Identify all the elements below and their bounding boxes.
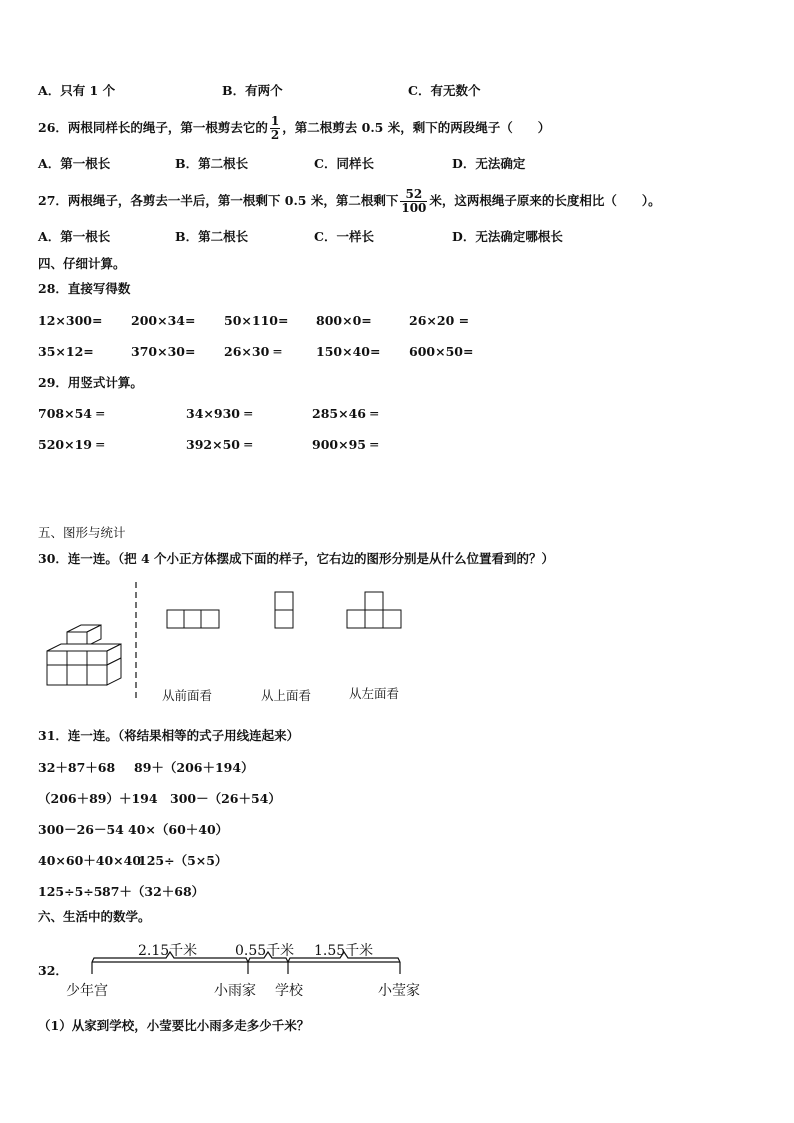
q27-option-b: B．第二根长 [175, 229, 249, 244]
q28-item: 600×50= [409, 344, 474, 359]
q30-title: 30．连一连。（把 4 个小正方体摆成下面的样子，它右边的图形分别是从什么位置看到的？） [38, 551, 555, 566]
q28-item: 26×20 = [409, 313, 470, 328]
view-shape-front [167, 610, 219, 628]
q27-option-a: A．第一根长 [38, 229, 111, 244]
q27-option-d: D．无法确定哪根长 [452, 229, 563, 244]
q29-item: 392×50 ═ [186, 437, 252, 452]
q27-option-c: C．一样长 [314, 229, 374, 244]
q27-fraction-numerator: 52 [405, 187, 423, 201]
q32-place-label: 少年宫 [66, 983, 108, 999]
view-shape-top [275, 592, 293, 628]
q26-fraction [270, 115, 280, 142]
q25-option-b: B．有两个 [222, 83, 283, 98]
q31-right-expression: 125÷（5×5） [138, 853, 228, 868]
q32-distance-label: 2.15千米 [138, 943, 198, 959]
cube-stack-drawing [47, 625, 121, 685]
q32-number: 32． [38, 963, 68, 978]
q27-fraction [400, 188, 427, 215]
q31-left-expression: 40×60＋40×40 [38, 853, 142, 868]
section-6-heading: 六、生活中的数学。 [38, 909, 151, 924]
q27-fraction-denominator: 100 [401, 201, 427, 215]
q26-option-b: B．第二根长 [175, 156, 249, 171]
q26-fraction-denominator: 2 [270, 128, 280, 142]
q28-item: 12×300= [38, 313, 103, 328]
q28-item: 50×110= [224, 313, 289, 328]
q32-distance-label: 0.55千米 [235, 943, 295, 959]
q27-text-post: 米，这两根绳子原来的长度相比（ ）。 [429, 193, 661, 208]
q31-right-expression: 40×（60＋40） [128, 822, 229, 837]
q26-option-d: D．无法确定 [452, 156, 526, 171]
q31-left-expression: 32＋87＋68 [38, 760, 116, 775]
q28-item: 150×40= [316, 344, 381, 359]
section-4-heading: 四、仔细计算。 [38, 256, 126, 271]
q25-option-c: C．有无数个 [408, 83, 481, 98]
section-5-heading: 五、图形与统计 [38, 525, 126, 540]
q28-item: 800×0= [316, 313, 372, 328]
q32-place-label: 学校 [275, 983, 303, 999]
q30-view-label-left: 从左面看 [349, 686, 400, 701]
q30-view-label-top: 从上面看 [261, 688, 312, 703]
q27-question [38, 186, 661, 216]
q32-place-label: 小莹家 [378, 983, 420, 999]
q28-title: 28．直接写得数 [38, 281, 131, 296]
q29-item: 285×46 ═ [312, 406, 378, 421]
q26-fraction-numerator: 1 [270, 114, 280, 128]
q29-item: 34×930 ═ [186, 406, 252, 421]
q29-item: 900×95 ═ [312, 437, 378, 452]
q30-view-label-front: 从前面看 [162, 688, 213, 703]
q29-item: 708×54 ═ [38, 406, 104, 421]
q32-distance-label: 1.55千米 [314, 943, 374, 959]
q31-left-expression: （206＋89）＋194 [38, 791, 158, 806]
q32-place-label: 小雨家 [214, 983, 256, 999]
view-shape-left [347, 592, 401, 628]
q32-subquestion-1: （1）从家到学校，小莹要比小雨多走多少千米？ [38, 1018, 310, 1033]
q29-title: 29．用竖式计算。 [38, 375, 143, 390]
q26-text-pre: 26．两根同样长的绳子，第一根剪去它的 [38, 120, 268, 135]
q26-option-c: C．同样长 [314, 156, 374, 171]
q28-item: 26×30 ═ [224, 344, 282, 359]
q31-right-expression: 89＋（206＋194） [134, 760, 254, 775]
q28-item: 200×34= [131, 313, 196, 328]
q29-item: 520×19 ═ [38, 437, 104, 452]
q25-option-a: A．只有 1 个 [38, 83, 116, 98]
q31-left-expression: 300－26－54 [38, 822, 124, 837]
q31-right-expression: 300－（26＋54） [170, 791, 281, 806]
q26-question [38, 115, 550, 142]
q26-option-a: A．第一根长 [38, 156, 111, 171]
q27-text-pre: 27．两根绳子，各剪去一半后，第一根剩下 0.5 米，第二根剩下 [38, 193, 399, 208]
q26-text-post: ，第二根剪去 0.5 米，剩下的两段绳子（ ） [282, 120, 551, 135]
q31-left-expression: 125÷5÷5 [38, 884, 103, 899]
q31-right-expression: 87＋（32＋68） [102, 884, 205, 899]
q28-item: 370×30= [131, 344, 196, 359]
q28-item: 35×12= [38, 344, 94, 359]
q31-title: 31．连一连。（将结果相等的式子用线连起来） [38, 728, 300, 743]
